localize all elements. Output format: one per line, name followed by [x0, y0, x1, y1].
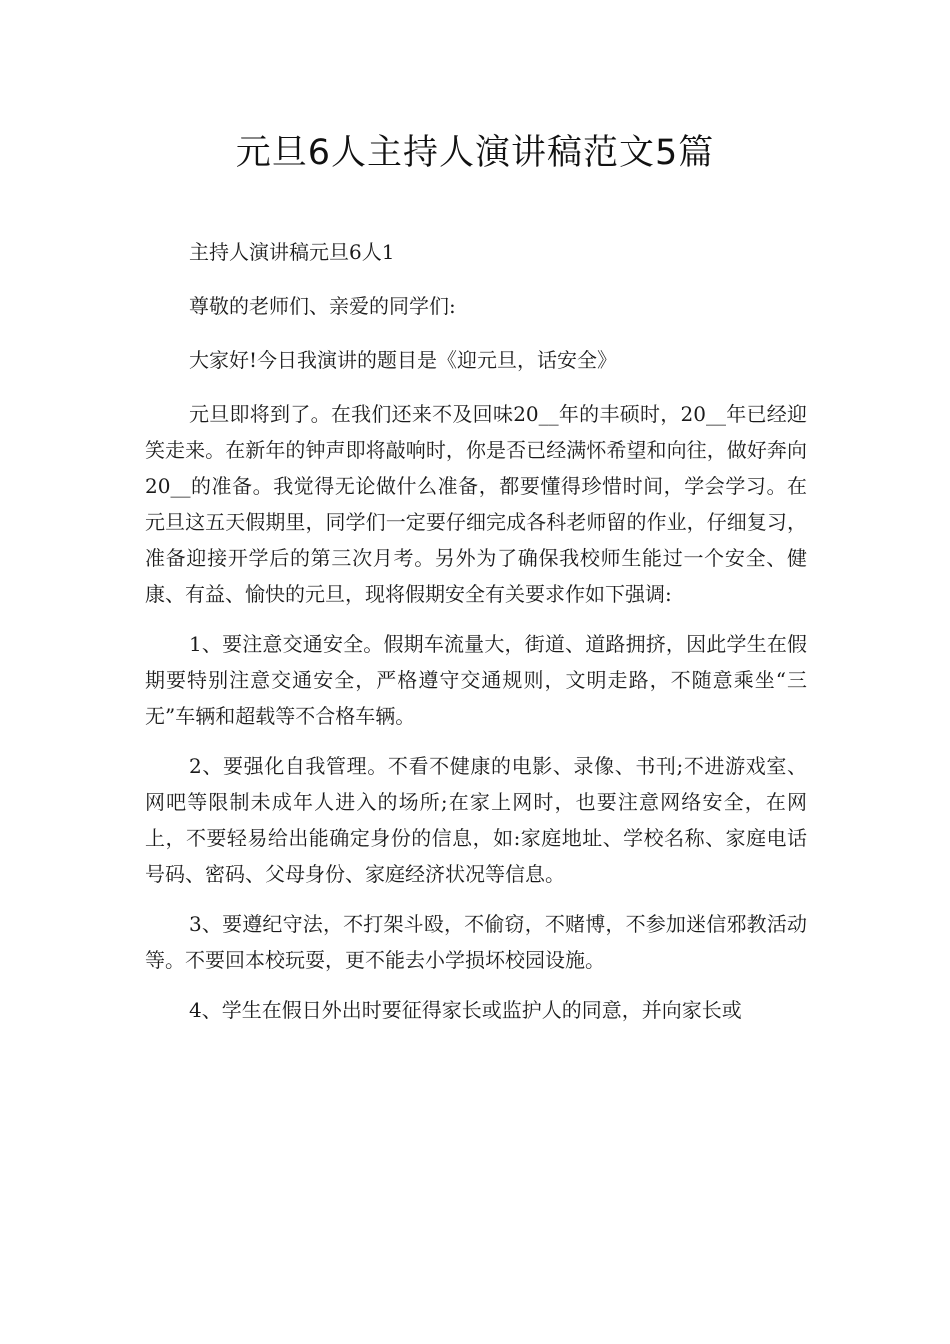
paragraph-item-4: 4、学生在假日外出时要征得家长或监护人的同意，并向家长或 [189, 998, 742, 1022]
document-title: 元旦6人主持人演讲稿范文5篇 [235, 133, 715, 173]
greeting-line: 大家好!今日我演讲的题目是《迎元旦，话安全》 [189, 348, 618, 372]
salutation: 尊敬的老师们、亲爱的同学们: [189, 294, 456, 318]
paragraph-item-2: 2、要强化自我管理。不看不健康的电影、录像、书刊;不进游戏室、网吧等限制未成年人进入的场所;在家上网时，也要注意网络安全，在网上，不要轻易给出能确定身份的信息，如:家庭地址、学校名称、家庭电话号码、密码、父母身份、家庭经济状况等信息。 [145, 754, 807, 886]
section-heading: 主持人演讲稿元旦6人1 [189, 240, 395, 264]
paragraph-intro: 元旦即将到了。在我们还来不及回味20__年的丰硕时，20__年已经迎笑走来。在新年的钟声即将敲响时，你是否已经满怀希望和向往，做好奔向20__的准备。我觉得无论做什么准备，都要懂得珍惜时间，学会学习。在元旦这五天假期里，同学们一定要仔细完成各科老师留的作业，仔细复习，准备迎接开学后的第三次月考。另外为了确保我校师生能过一个安全、健康、有益、愉快的元旦，现将假期安全有关要求作如下强调: [145, 402, 807, 606]
paragraph-item-1: 1、要注意交通安全。假期车流量大，街道、道路拥挤，因此学生在假期要特别注意交通安全，严格遵守交通规则，文明走路，不随意乘坐“三无”车辆和超载等不合格车辆。 [145, 632, 807, 728]
paragraph-item-3: 3、要遵纪守法，不打架斗殴，不偷窃，不赌博，不参加迷信邪教活动等。不要回本校玩耍，更不能去小学损坏校园设施。 [145, 912, 807, 972]
document-body [145, 234, 807, 1042]
